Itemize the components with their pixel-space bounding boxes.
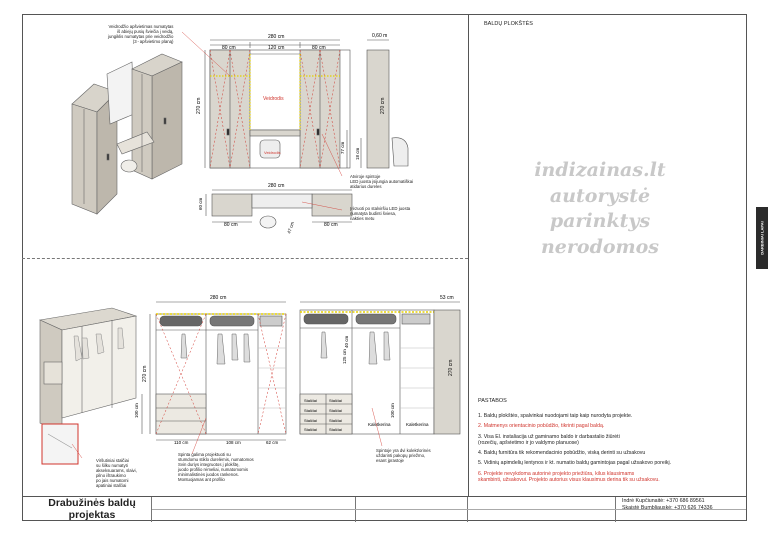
dim-60-plan: 60 cm [198, 197, 203, 210]
sheet-divider [468, 14, 469, 496]
dim-110: 110 cm [174, 440, 189, 445]
led-note: Atviroje spintoje LED juosta įsijungia automatiškai atidarius dureles [350, 174, 414, 189]
dim-47: 47 cm [286, 221, 296, 235]
kaletkerina-label-1: Kaletkerina [368, 422, 391, 427]
note-item-5: 5. Vidinių apimdelių lentynos ir kt. numatio baldų gamintojas pagal užsakovo poreikį. [478, 460, 672, 467]
dim-80-right: 80 cm [312, 45, 326, 51]
dim-280-closet: 280 cm [210, 295, 227, 301]
dim-108: 108 cm [226, 440, 241, 445]
note-item-6: 6. Projekte nevykdoma autorinė projekto priežiūra, kilus klausimams skambinti, užsakovui. Projekto autorius visus klausimus derina tik su užsakovu. [478, 470, 660, 484]
mirror-label-lower: Veidrodis [264, 150, 281, 155]
side-tab[interactable] [756, 207, 768, 269]
dim-120: 120 cm [268, 45, 285, 51]
watermark [520, 158, 680, 260]
drawers-label-4: Stalčiai [329, 408, 342, 413]
contacts [622, 498, 713, 512]
mirror-lighting-note: Veidrodžio apšvietimas numatytas iš abiejų pusių šviečia į veidą, jungiklis numatytas prie veidrodžio (3 - apšvietimo planą) [108, 24, 174, 44]
drawers-label-6: Stalčiai [329, 418, 342, 423]
dim-270-side: 270 cm [380, 97, 386, 114]
dim-62: 62 cm [266, 440, 279, 445]
notes-section [478, 398, 728, 487]
closet-interior-note: Spintoje yra dvi kolekt/orinės uždarinti pakopų priežmo, esant įprastoje [376, 448, 431, 463]
dim-270-side-closet: 270 cm [448, 359, 454, 376]
dim-125: 125 cm [342, 349, 347, 364]
project-title: Drabužinės baldų projektas [48, 497, 136, 521]
dim-270-closet: 270 cm [142, 365, 148, 382]
note-item-4: 4. Baldų furnitūra tik rekomendacinio pobūdžio, viską derinti su užsakovu [478, 450, 646, 457]
vanity-wardrobe-drawing [22, 14, 468, 258]
note-item-1: 1. Baldų plokštės, spalvinkai nuodojami taip kaip nurodyta projekte. [478, 413, 633, 419]
dim-18: 18 cm [355, 147, 360, 160]
mirror-label: Veidrodis [263, 96, 284, 102]
drawers-label-2: Stalčiai [329, 398, 342, 403]
contact-2: Skaistė Bumbliauskė: +370 626 74336 [622, 505, 713, 511]
isometric-vanity-view [72, 54, 182, 214]
dim-77: 77 cm [340, 141, 345, 154]
dim-100-open: 100 cm [390, 403, 395, 418]
watermark-line-4: nerodomos [540, 235, 660, 258]
dim-80-plan-left: 80 cm [224, 222, 238, 228]
watermark-line-1: indizainas.lt [534, 159, 666, 181]
kaletkerina-label-2: Kaletkerina [406, 422, 429, 427]
dim-80-left: 80 cm [222, 45, 236, 51]
dim-270-front: 270 cm [196, 97, 202, 114]
dim-53: 53 cm [440, 295, 454, 301]
note-item-2: 2. Matmenys orientacinio pobūdžio, tikrinti pagal baldą. [478, 423, 605, 430]
drawers-label-8: Stalčiai [329, 427, 342, 432]
closet-open-elevation [300, 302, 434, 434]
drawers-label-5: Stalčiai [304, 418, 317, 423]
dim-40: 40 cm [344, 335, 349, 348]
notes-title: PASTABOS [478, 398, 507, 404]
title-block [22, 496, 747, 521]
dim-100-closet: 100 cm [134, 403, 139, 418]
dim-80-plan-right: 80 cm [324, 222, 338, 228]
dim-280-top: 280 cm [268, 34, 285, 40]
drawers-label-1: Stalčiai [304, 398, 317, 403]
front-elevation [205, 40, 350, 168]
dim-280-plan: 280 cm [268, 183, 285, 189]
drawer-led-note: Įrėzuoti po stalviršiu LED juosta numatyta budinti šviesa, nakties metu [350, 206, 411, 221]
drawer-accessory-note: Viršutiniai stalčiai su šilku numatyti akseksuarams, slaivi, pilno ištraukimo po jais numatomi apatiniai stalčiai [96, 458, 137, 488]
watermark-line-3: parinktys [549, 210, 651, 232]
closet-side-elevation [434, 302, 460, 434]
drawers-label-7: Stalčiai [304, 427, 317, 432]
watermark-line-2: autorystė [549, 184, 651, 207]
sliding-door-note: Spinta galima projektuoti su stumdomu stiklo durelėmis, numatomos Svin duriys integruotos į plokštę, juodo profilio rėmeliai, numatomomis minimalistinės juodos rankenos. Montuojamas ant profilio [178, 452, 254, 482]
panels-title: BALDŲ PLOKŠTĖS [484, 21, 533, 27]
side-tab-label: DARBINIAI LAPAI [759, 221, 765, 255]
dim-060: 0,60 m [372, 33, 388, 39]
closet-front-elevation [142, 302, 286, 440]
note-item-3: 3. Visa El. instaliacija už gaminamo baldo ir darbastalio žiūrėti (rozečių, apšvietimo ir jo valdymo planuose) [478, 433, 620, 446]
contact-1: Indrė Kupčiunaitė: +370 686 89561 [622, 498, 705, 504]
drawers-label-3: Stalčiai [304, 408, 317, 413]
